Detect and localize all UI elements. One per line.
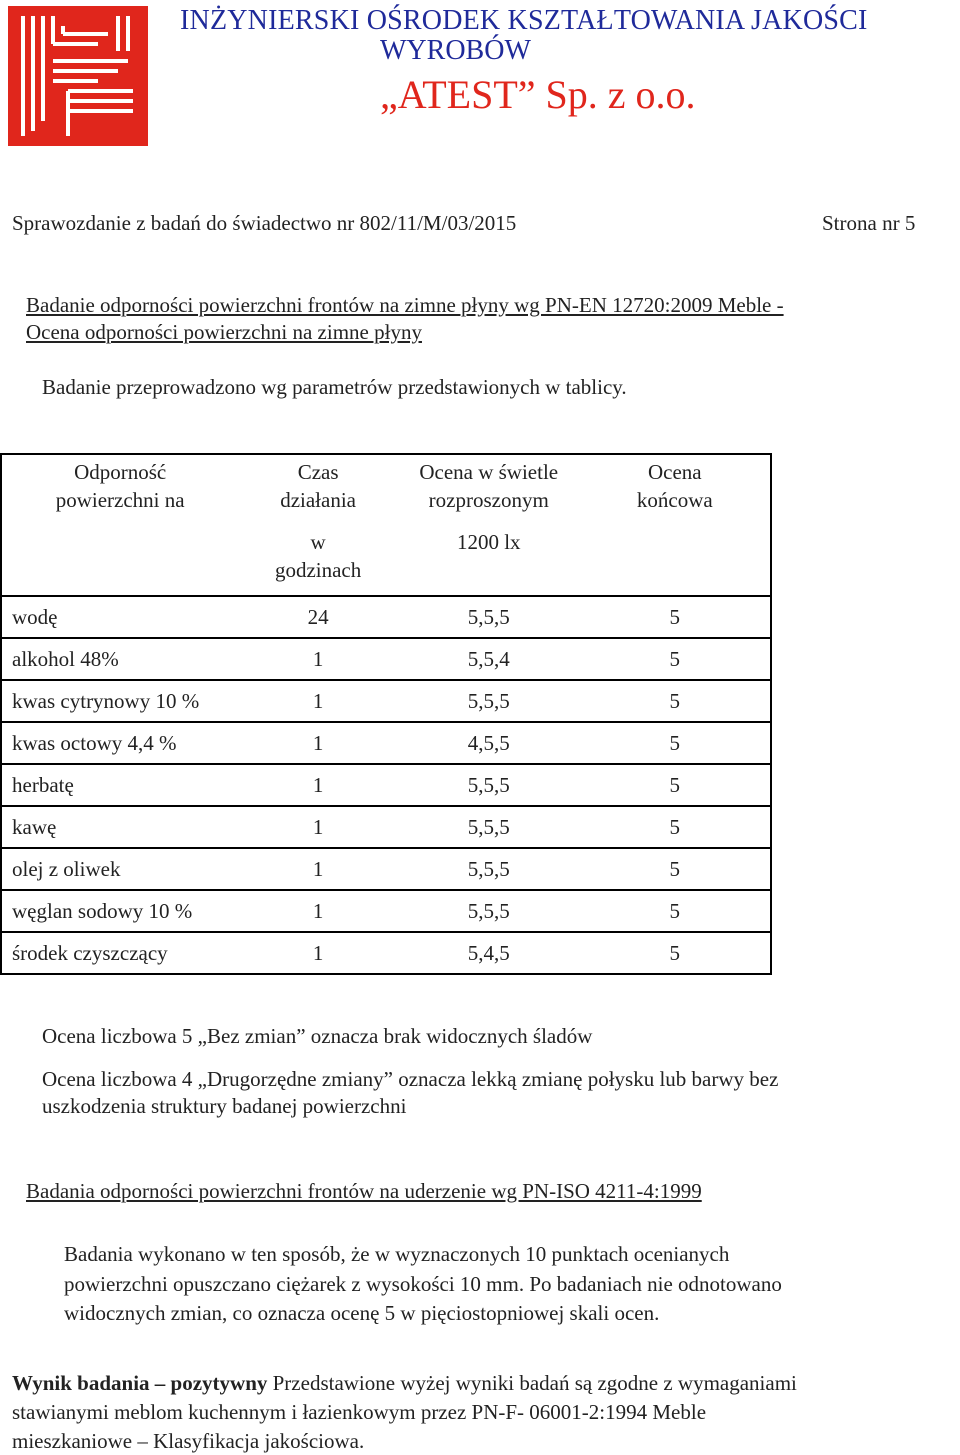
section1-intro: Badanie przeprowadzono wg parametrów przedstawionych w tablicy. (42, 375, 627, 399)
header-time-line1: Czas (297, 460, 339, 484)
section1-heading-line1: Badanie odporności powierzchni frontów na zimne płyny wg PN-EN 12720:2009 Meble - (26, 293, 784, 317)
header-light-line3: 1200 lx (456, 530, 521, 554)
cell-time: 1 (238, 638, 398, 680)
section2-para-line2: powierzchni opuszczano ciężarek z wysokości 10 mm. Po badaniach nie odnotowano (64, 1272, 782, 1296)
cell-light: 5,5,4 (398, 638, 580, 680)
header-liquid (1, 454, 238, 596)
page-number: Strona nr 5 (822, 211, 916, 235)
section1-heading-line2: Ocena odporności powierzchni na zimne płyny (26, 320, 422, 344)
header-liquid-line2: powierzchni na (55, 488, 185, 512)
org-name-line3: „ATEST” Sp. z o.o. (380, 72, 696, 117)
table-row (1, 806, 771, 848)
cell-time: 1 (238, 932, 398, 974)
cell-time: 1 (238, 806, 398, 848)
result-line1 (12, 1370, 797, 1396)
header-liquid-line1: Odporność (74, 460, 167, 484)
cell-light: 5,5,5 (398, 764, 580, 806)
header-light-line2: rozproszonym (428, 488, 549, 512)
result-label: Wynik badania – pozytywny (12, 1371, 268, 1395)
cell-final: 5 (580, 638, 771, 680)
cell-light: 5,5,5 (398, 848, 580, 890)
table-row (1, 680, 771, 722)
header-light (398, 454, 580, 596)
header-time-line3: w (310, 530, 326, 554)
cell-time: 1 (238, 722, 398, 764)
header-time-line2: działania (280, 488, 356, 512)
company-logo-icon (8, 6, 148, 146)
header-time-line4: godzinach (274, 558, 362, 582)
cell-liquid: herbatę (1, 764, 238, 806)
cell-final: 5 (580, 596, 771, 638)
cell-time: 1 (238, 680, 398, 722)
cell-time: 1 (238, 764, 398, 806)
cell-final: 5 (580, 680, 771, 722)
header-light-line1: Ocena w świetle (419, 460, 559, 484)
cell-liquid: kwas octowy 4,4 % (1, 722, 238, 764)
cell-time: 1 (238, 848, 398, 890)
cell-final: 5 (580, 764, 771, 806)
table-header-row (1, 454, 771, 596)
result-text-line1: Przedstawione wyżej wyniki badań są zgodne z wymaganiami (267, 1371, 797, 1395)
cell-liquid: węglan sodowy 10 % (1, 890, 238, 932)
table-row (1, 890, 771, 932)
cell-light: 5,5,5 (398, 890, 580, 932)
cell-time: 24 (238, 596, 398, 638)
cell-liquid: kwas cytrynowy 10 % (1, 680, 238, 722)
table-row (1, 596, 771, 638)
header-time (238, 454, 398, 596)
table-row (1, 932, 771, 974)
cell-time: 1 (238, 890, 398, 932)
report-title: Sprawozdanie z badań do świadectwo nr 802/11/M/03/2015 (12, 211, 517, 235)
header-final-line1: Ocena (647, 460, 702, 484)
result-text-line2: stawianymi meblom kuchennym i łazienkowym przez PN-F- 06001-2:1994 Meble (12, 1400, 707, 1424)
header-final-line2: końcowa (636, 488, 713, 512)
cell-light: 5,5,5 (398, 680, 580, 722)
org-name-line2: WYROBÓW (380, 35, 531, 66)
cell-liquid: olej z oliwek (1, 848, 238, 890)
section2-heading: Badania odporności powierzchni frontów na uderzenie wg PN-ISO 4211-4:1999 (26, 1179, 702, 1203)
result-text-line3: mieszkaniowe – Klasyfikacja jakościowa. (12, 1429, 365, 1453)
org-name-line1: INŻYNIERSKI OŚRODEK KSZTAŁTOWANIA JAKOŚCI (180, 5, 868, 36)
note2-line2: uszkodzenia struktury badanej powierzchni (42, 1094, 407, 1118)
cell-light: 5,4,5 (398, 932, 580, 974)
cell-light: 5,5,5 (398, 806, 580, 848)
table-row (1, 638, 771, 680)
table-row (1, 848, 771, 890)
table-row (1, 722, 771, 764)
cell-liquid: alkohol 48% (1, 638, 238, 680)
cell-liquid: środek czyszczący (1, 932, 238, 974)
cell-final: 5 (580, 722, 771, 764)
cell-light: 4,5,5 (398, 722, 580, 764)
cell-light: 5,5,5 (398, 596, 580, 638)
note2-line1: Ocena liczbowa 4 „Drugorzędne zmiany” oznacza lekką zmianę połysku lub barwy bez (42, 1067, 779, 1091)
cell-liquid: wodę (1, 596, 238, 638)
section2-para-line1: Badania wykonano w ten sposób, że w wyznaczonych 10 punktach ocenianych (64, 1242, 730, 1266)
cell-liquid: kawę (1, 806, 238, 848)
cell-final: 5 (580, 848, 771, 890)
cell-final: 5 (580, 806, 771, 848)
cell-final: 5 (580, 890, 771, 932)
header-final (580, 454, 771, 596)
cell-final: 5 (580, 932, 771, 974)
results-table (0, 453, 772, 975)
table-row (1, 764, 771, 806)
section2-para-line3: widocznych zmian, co oznacza ocenę 5 w pięciostopniowej skali ocen. (64, 1301, 660, 1325)
note1: Ocena liczbowa 5 „Bez zmian” oznacza brak widocznych śladów (42, 1024, 593, 1048)
